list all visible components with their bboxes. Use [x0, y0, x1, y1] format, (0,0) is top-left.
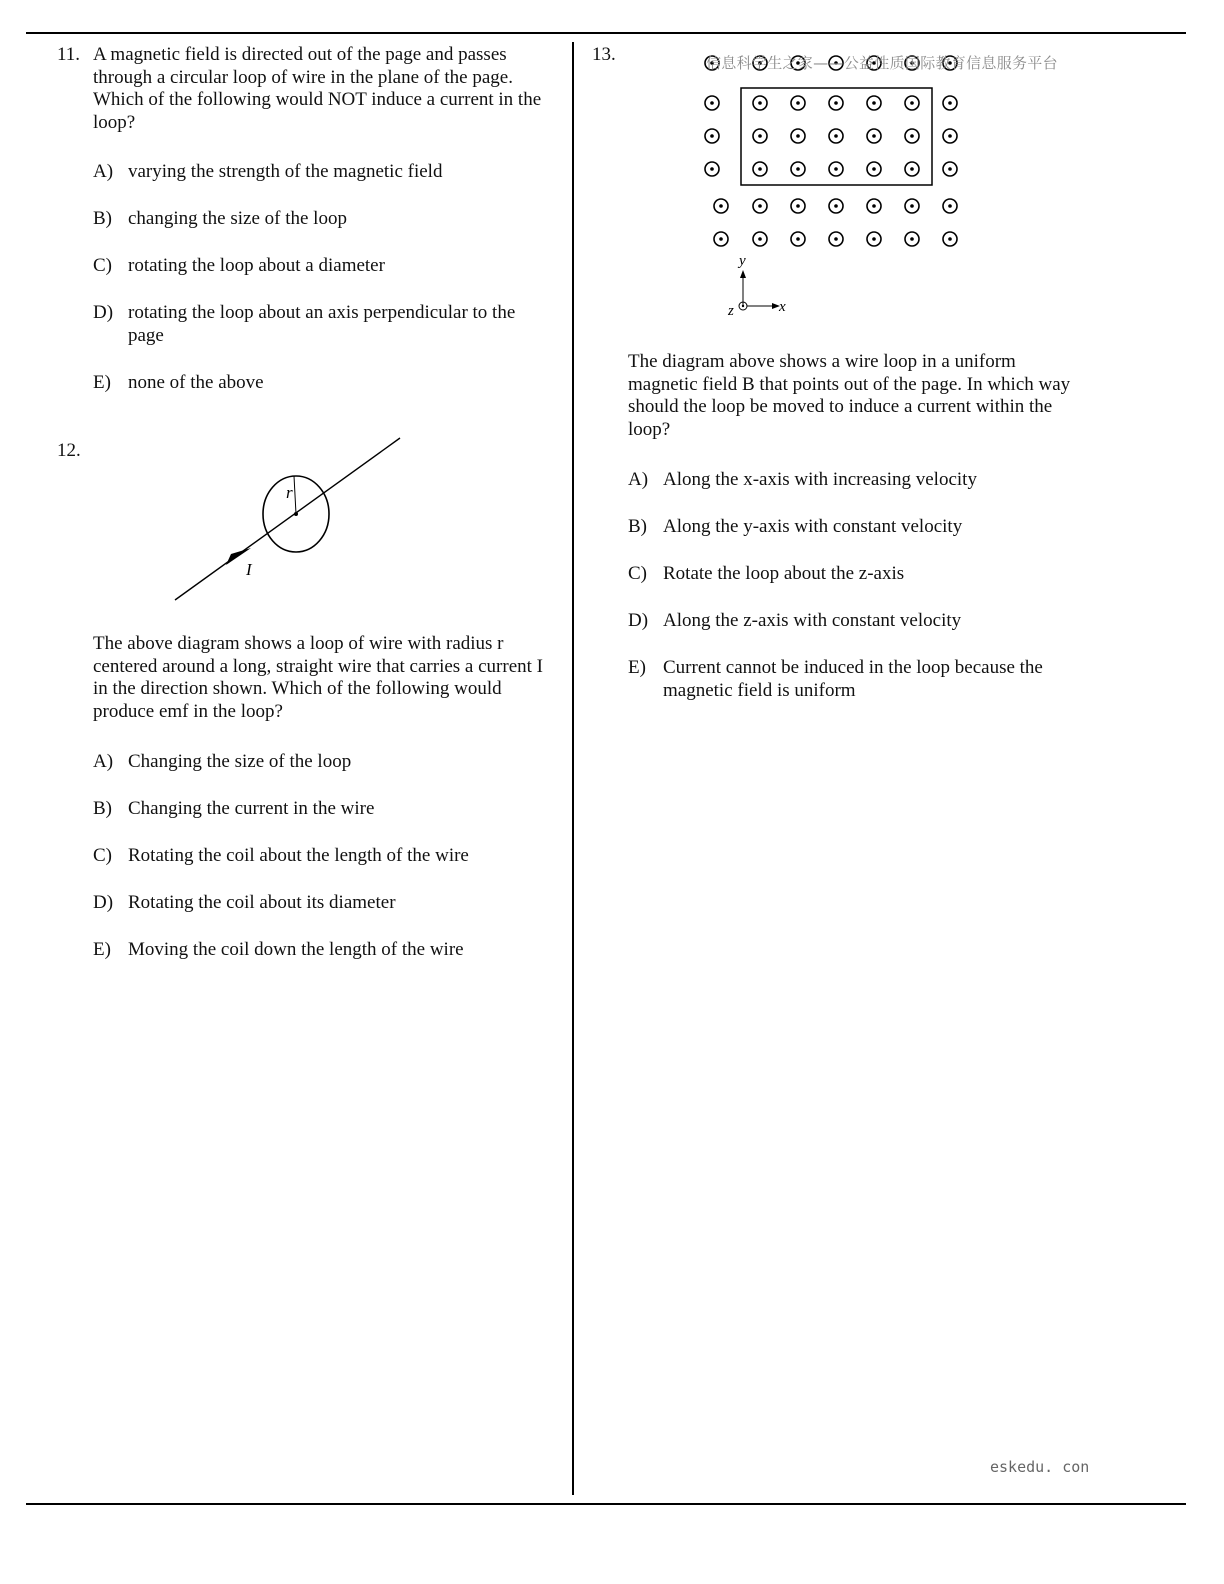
option-letter: A): [628, 469, 649, 490]
field-dot: [872, 101, 876, 105]
option-text: none of the above: [128, 372, 264, 393]
field-dot: [834, 237, 838, 241]
option-text: Along the z-axis with constant velocity: [663, 610, 962, 631]
y-axis-label: y: [739, 253, 746, 269]
option-text: rotating the loop about an axis perpendicular to the page: [128, 302, 516, 346]
option-letter: E): [628, 657, 646, 678]
field-dot: [948, 204, 952, 208]
field-dot: [796, 167, 800, 171]
answer-option[interactable]: [93, 845, 533, 868]
answer-option[interactable]: [93, 255, 533, 278]
watermark: 信息科学生之家——公益性质国际教育信息服务平台: [706, 54, 1058, 72]
answer-option[interactable]: [93, 751, 533, 774]
option-letter: D): [93, 892, 114, 913]
field-dot: [872, 204, 876, 208]
answer-option[interactable]: [93, 892, 533, 915]
answer-option[interactable]: [93, 302, 533, 347]
field-dot: [719, 204, 723, 208]
footer-site: eskedu. con: [990, 1458, 1090, 1476]
option-letter: A): [93, 161, 114, 182]
field-dot: [796, 237, 800, 241]
field-dot: [872, 134, 876, 138]
top-rule: [26, 32, 1186, 34]
option-letter: D): [93, 302, 114, 323]
option-text: Along the y-axis with constant velocity: [663, 516, 963, 537]
option-letter: E): [93, 372, 111, 393]
answer-option[interactable]: [93, 939, 533, 962]
option-text: rotating the loop about a diameter: [128, 255, 385, 276]
field-dot: [948, 134, 952, 138]
option-letter: C): [93, 845, 112, 866]
field-dot: [796, 204, 800, 208]
field-dot: [758, 167, 762, 171]
option-letter: A): [93, 751, 114, 772]
option-text: Changing the size of the loop: [128, 751, 352, 772]
answer-option[interactable]: [93, 798, 533, 821]
magnetic-field-diagram: [690, 48, 980, 323]
option-letter: B): [628, 516, 647, 537]
field-dot: [758, 134, 762, 138]
field-dot: [758, 101, 762, 105]
straight-wire: [175, 438, 400, 600]
field-dot: [910, 237, 914, 241]
question-number: 11.: [57, 44, 81, 65]
option-letter: B): [93, 798, 112, 819]
field-dot: [719, 237, 723, 241]
bottom-rule: [26, 1503, 1186, 1505]
option-text: Rotate the loop about the z-axis: [663, 563, 905, 584]
field-dot: [872, 237, 876, 241]
answer-option[interactable]: [93, 208, 533, 231]
question-number: 13.: [592, 44, 616, 65]
field-dot: [834, 204, 838, 208]
field-dot: [758, 204, 762, 208]
field-dot: [834, 134, 838, 138]
answer-option[interactable]: [628, 516, 1068, 539]
z-axis-label: z: [728, 303, 734, 319]
option-text: Changing the current in the wire: [128, 798, 375, 819]
answer-option[interactable]: [628, 563, 1068, 586]
question-stem: A magnetic field is directed out of the page and passes through a circular loop of wire in the plane of the page. Which of the following would NOT induce a current in the loop?: [93, 44, 542, 133]
field-dot: [910, 204, 914, 208]
radius-line: [294, 476, 296, 514]
field-dot: [948, 101, 952, 105]
option-letter: E): [93, 939, 111, 960]
answer-option[interactable]: [628, 469, 1068, 492]
answer-option[interactable]: [628, 610, 1068, 633]
field-dot: [910, 167, 914, 171]
wire-loop-diagram: [165, 430, 410, 608]
field-dot: [872, 167, 876, 171]
field-dot: [910, 101, 914, 105]
field-dot: [710, 134, 714, 138]
answer-option[interactable]: [93, 372, 533, 395]
field-dot: [910, 134, 914, 138]
option-text: changing the size of the loop: [128, 208, 347, 229]
option-letter: B): [93, 208, 112, 229]
option-text: Rotating the coil about its diameter: [128, 892, 396, 913]
option-letter: D): [628, 610, 649, 631]
option-text: Current cannot be induced in the loop because the magnetic field is uniform: [663, 657, 1043, 701]
option-text: Along the x-axis with increasing velocity: [663, 469, 977, 490]
answer-option[interactable]: [93, 161, 533, 184]
field-dot: [796, 134, 800, 138]
z-axis-dot: [742, 305, 744, 307]
radius-label: r: [286, 483, 293, 502]
column-divider: [572, 42, 574, 1495]
option-text: Rotating the coil about the length of the wire: [128, 845, 469, 866]
x-axis-label: x: [779, 299, 786, 315]
option-letter: C): [93, 255, 112, 276]
option-letter: C): [628, 563, 647, 584]
field-dot: [758, 237, 762, 241]
field-dot: [710, 101, 714, 105]
field-dot: [834, 167, 838, 171]
y-axis-arrowhead-icon: [740, 270, 746, 278]
field-dot: [710, 167, 714, 171]
field-dot: [796, 101, 800, 105]
question-stem: The above diagram shows a loop of wire with radius r centered around a long, straight wire that carries a current I in the direction shown. Which of the following would produce emf in the loop?: [93, 633, 543, 722]
field-dot: [948, 167, 952, 171]
answer-option[interactable]: [628, 657, 1068, 702]
option-text: varying the strength of the magnetic field: [128, 161, 443, 182]
field-dot: [948, 237, 952, 241]
field-dot: [834, 101, 838, 105]
question-number: 12.: [57, 440, 81, 461]
current-label: I: [246, 560, 252, 579]
option-text: Moving the coil down the length of the wire: [128, 939, 464, 960]
question-stem: The diagram above shows a wire loop in a uniform magnetic field B that points out of the page. In which way should the loop be moved to induce a current within the loop?: [628, 351, 1071, 440]
